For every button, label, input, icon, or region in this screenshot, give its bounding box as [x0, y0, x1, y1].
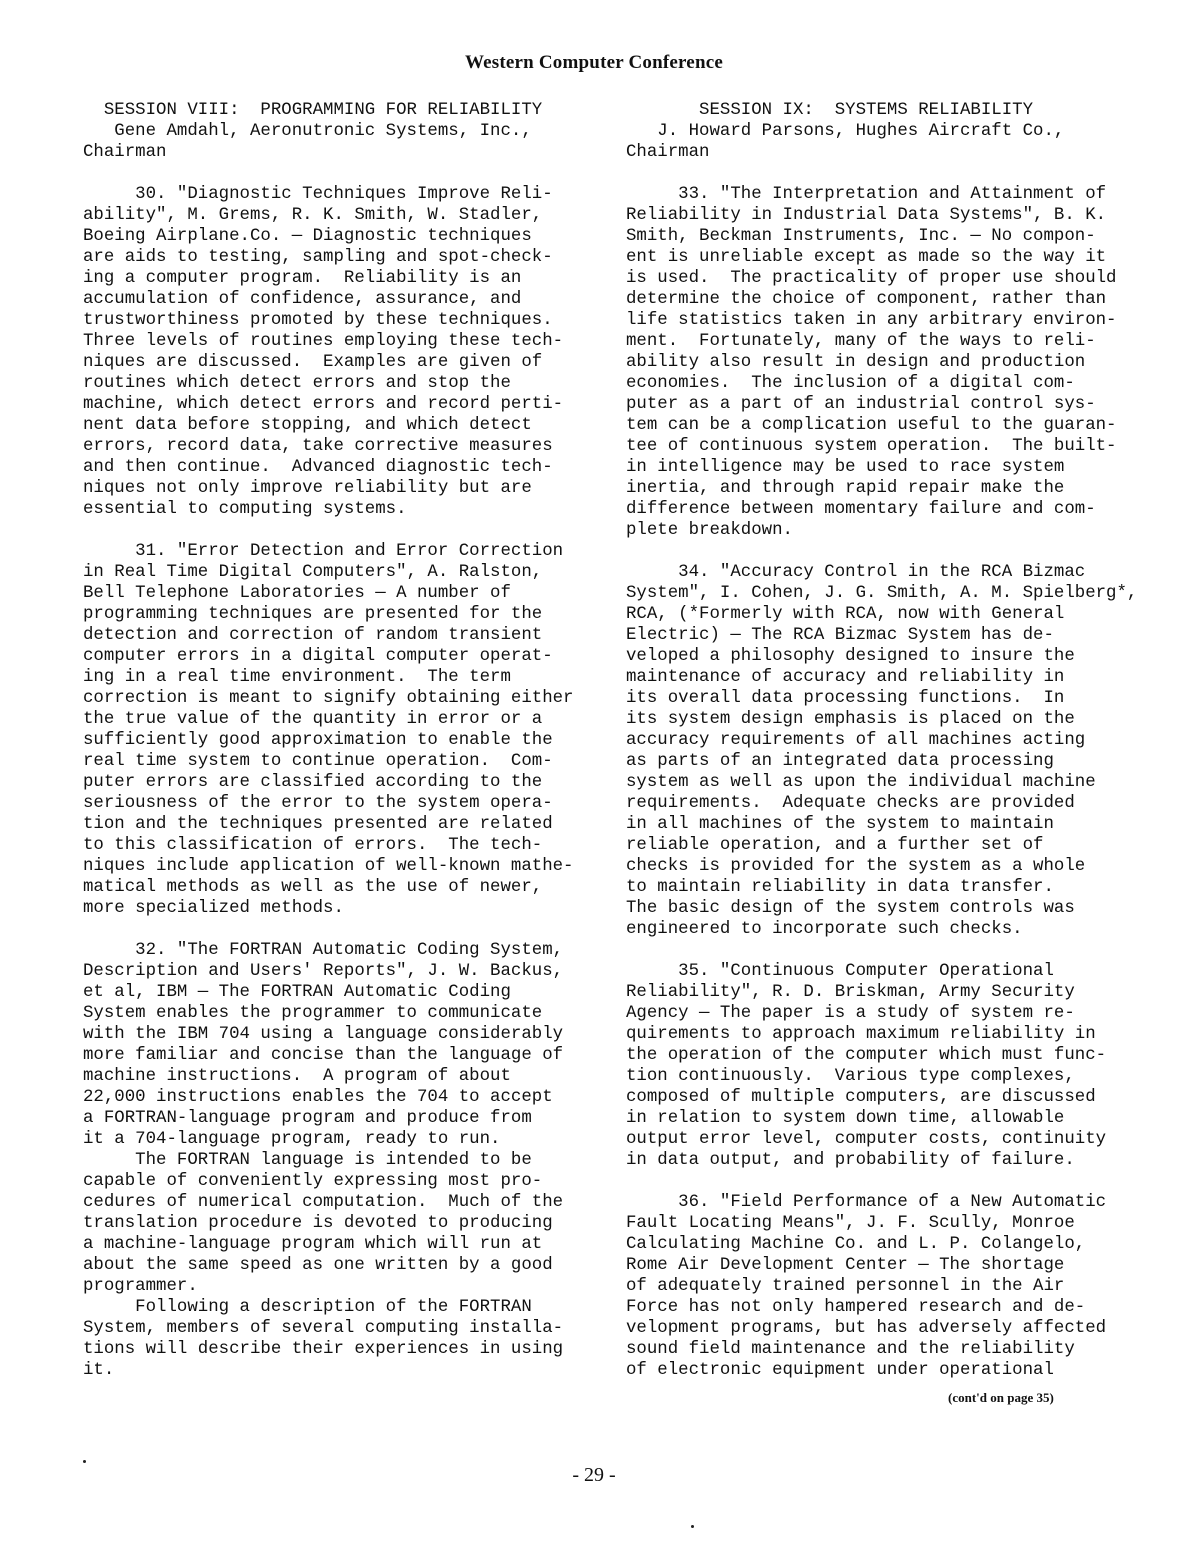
text-line: ing in a real time environment. The term	[83, 668, 511, 687]
text-line: Calculating Machine Co. and L. P. Colangelo,	[626, 1235, 1086, 1254]
text-line: The FORTRAN language is intended to be	[83, 1151, 532, 1170]
text-line: Description and Users' Reports", J. W. Backus,	[83, 962, 564, 981]
text-line: output error level, computer costs, continuity	[626, 1130, 1107, 1149]
text-line: about the same speed as one written by a good	[83, 1256, 553, 1275]
text-line: Following a description of the FORTRAN	[83, 1298, 532, 1317]
text-line: Boeing Airplane.Co. — Diagnostic techniques	[83, 227, 532, 246]
text-line: machine, which detect errors and record perti-	[83, 395, 564, 414]
text-line: ability", M. Grems, R. K. Smith, W. Stadler,	[83, 206, 543, 225]
text-line: life statistics taken in any arbitrary environ-	[626, 311, 1117, 330]
paragraph-gap	[83, 520, 588, 541]
text-line: ability also result in design and production	[626, 353, 1086, 372]
text-line: ment. Fortunately, many of the ways to reli-	[626, 332, 1096, 351]
text-line: sound field maintenance and the reliability	[626, 1340, 1075, 1359]
text-line: programmer.	[83, 1277, 198, 1296]
text-line: Force has not only hampered research and de-	[626, 1298, 1086, 1317]
text-line: to maintain reliability in data transfer.	[626, 878, 1054, 897]
text-line: to this classification of errors. The tech-	[83, 836, 543, 855]
scan-speck	[83, 1460, 86, 1463]
text-line: puter as a part of an industrial control sys-	[626, 395, 1096, 414]
text-line: translation procedure is devoted to producing	[83, 1214, 553, 1233]
text-line: tee of continuous system operation. The built-	[626, 437, 1117, 456]
text-line: Agency — The paper is a study of system re-	[626, 1004, 1075, 1023]
text-line: economies. The inclusion of a digital com-	[626, 374, 1075, 393]
page-header: Western Computer Conference	[465, 52, 723, 73]
text-line: Fault Locating Means", J. F. Scully, Monroe	[626, 1214, 1075, 1233]
text-line: trustworthiness promoted by these techniques.	[83, 311, 553, 330]
text-line: seriousness of the error to the system opera-	[83, 794, 553, 813]
text-line: veloped a philosophy designed to insure the	[626, 647, 1075, 666]
text-line: it.	[83, 1361, 115, 1380]
text-line: Bell Telephone Laboratories — A number of	[83, 584, 511, 603]
text-line: ing a computer program. Reliability is an	[83, 269, 522, 288]
text-line: 31. "Error Detection and Error Correction	[83, 542, 564, 561]
text-line: accumulation of confidence, assurance, and	[83, 290, 522, 309]
text-line: reliable operation, and a further set of	[626, 836, 1044, 855]
text-line: RCA, (*Formerly with RCA, now with General	[626, 605, 1065, 624]
text-line: with the IBM 704 using a language considerably	[83, 1025, 564, 1044]
text-line: Rome Air Development Center — The shortage	[626, 1256, 1065, 1275]
text-line: as parts of an integrated data processing	[626, 752, 1054, 771]
text-line: computer errors in a digital computer operat-	[83, 647, 553, 666]
text-line: matical methods as well as the use of newer,	[83, 878, 543, 897]
paragraph-gap	[626, 541, 1131, 562]
text-line: tions will describe their experiences in using	[83, 1340, 564, 1359]
text-line: is used. The practicality of proper use should	[626, 269, 1117, 288]
text-line: niques are discussed. Examples are given of	[83, 353, 543, 372]
text-line: et al, IBM — The FORTRAN Automatic Coding	[83, 983, 511, 1002]
text-line: Three levels of routines employing these tech-	[83, 332, 564, 351]
right-abstract	[626, 562, 1138, 940]
text-line: niques not only improve reliability but are	[83, 479, 532, 498]
text-line: System, members of several computing installa-	[83, 1319, 564, 1338]
text-line: inertia, and through rapid repair make the	[626, 479, 1065, 498]
text-line: in Real Time Digital Computers", A. Ralston,	[83, 563, 543, 582]
text-line: correction is meant to signify obtaining either	[83, 689, 574, 708]
text-line: its system design emphasis is placed on the	[626, 710, 1075, 729]
text-line: maintenance of accuracy and reliability in	[626, 668, 1065, 687]
left-session-heading	[83, 100, 588, 163]
left-abstract	[83, 541, 588, 919]
text-line: puter errors are classified according to the	[83, 773, 543, 792]
text-line: ent is unreliable except as made so the way it	[626, 248, 1107, 267]
text-line: sufficiently good approximation to enable the	[83, 731, 553, 750]
text-line: are aids to testing, sampling and spot-check-	[83, 248, 553, 267]
text-line: velopment programs, but has adversely affected	[626, 1319, 1107, 1338]
text-line: 35. "Continuous Computer Operational	[626, 962, 1054, 981]
text-line: the operation of the computer which must func-	[626, 1046, 1107, 1065]
text-line: essential to computing systems.	[83, 500, 407, 519]
text-line: nent data before stopping, and which detect	[83, 416, 532, 435]
text-line: in intelligence may be used to race system	[626, 458, 1065, 477]
text-line: Gene Amdahl, Aeronutronic Systems, Inc.,	[83, 122, 532, 141]
right-abstract	[626, 184, 1131, 541]
text-line: in relation to system down time, allowable	[626, 1109, 1065, 1128]
paragraph-gap	[626, 940, 1131, 961]
text-line: quirements to approach maximum reliability in	[626, 1025, 1096, 1044]
right-session-heading	[626, 100, 1131, 163]
text-line: niques include application of well-known mathe-	[83, 857, 574, 876]
text-line: system as well as upon the individual machine	[626, 773, 1096, 792]
text-line: it a 704-language program, ready to run.	[83, 1130, 501, 1149]
text-line: in data output, and probability of failure.	[626, 1151, 1075, 1170]
text-line: 30. "Diagnostic Techniques Improve Reli-	[83, 185, 553, 204]
text-line: Reliability", R. D. Briskman, Army Security	[626, 983, 1075, 1002]
text-line: and then continue. Advanced diagnostic tech-	[83, 458, 553, 477]
text-line: the true value of the quantity in error or a	[83, 710, 543, 729]
text-line: of electronic equipment under operational	[626, 1361, 1054, 1380]
text-line: cedures of numerical computation. Much of the	[83, 1193, 564, 1212]
text-line: capable of conveniently expressing most pro-	[83, 1172, 543, 1191]
continued-note: (cont'd on page 35)	[948, 1390, 1054, 1405]
text-line: more familiar and concise than the language of	[83, 1046, 564, 1065]
text-line: a machine-language program which will run at	[83, 1235, 543, 1254]
text-line: 34. "Accuracy Control in the RCA Bizmac	[626, 563, 1086, 582]
text-line: its overall data processing functions. In	[626, 689, 1065, 708]
text-line: The basic design of the system controls was	[626, 899, 1075, 918]
text-line: SESSION IX: SYSTEMS RELIABILITY	[626, 101, 1034, 120]
text-line: engineered to incorporate such checks.	[626, 920, 1023, 939]
text-line: programming techniques are presented for the	[83, 605, 543, 624]
text-line: difference between momentary failure and com-	[626, 500, 1096, 519]
right-abstract	[626, 1192, 1131, 1381]
text-line: checks is provided for the system as a whole	[626, 857, 1086, 876]
text-line: accuracy requirements of all machines acting	[626, 731, 1086, 750]
paragraph-gap	[83, 919, 588, 940]
text-line: Chairman	[626, 143, 710, 162]
left-abstract	[83, 184, 588, 520]
text-line: real time system to continue operation. Com-	[83, 752, 553, 771]
text-line: System enables the programmer to communicate	[83, 1004, 543, 1023]
text-line: 36. "Field Performance of a New Automatic	[626, 1193, 1107, 1212]
text-line: composed of multiple computers, are discussed	[626, 1088, 1096, 1107]
text-line: 32. "The FORTRAN Automatic Coding System,	[83, 941, 564, 960]
paragraph-gap	[626, 163, 1131, 184]
text-line: SESSION VIII: PROGRAMMING FOR RELIABILITY	[83, 101, 543, 120]
text-line: of adequately trained personnel in the Air	[626, 1277, 1065, 1296]
text-line: 33. "The Interpretation and Attainment of	[626, 185, 1107, 204]
text-line: Electric) — The RCA Bizmac System has de-	[626, 626, 1054, 645]
scan-speck	[691, 1525, 694, 1528]
text-line: 22,000 instructions enables the 704 to accept	[83, 1088, 553, 1107]
paragraph-gap	[626, 1171, 1131, 1192]
text-line: a FORTRAN-language program and produce from	[83, 1109, 532, 1128]
text-line: requirements. Adequate checks are provided	[626, 794, 1075, 813]
text-line: J. Howard Parsons, Hughes Aircraft Co.,	[626, 122, 1065, 141]
text-line: tion continuously. Various type complexes,	[626, 1067, 1075, 1086]
left-abstract	[83, 940, 588, 1381]
text-line: in all machines of the system to maintain	[626, 815, 1054, 834]
text-line: tem can be a complication useful to the guaran-	[626, 416, 1117, 435]
text-line: machine instructions. A program of about	[83, 1067, 511, 1086]
paragraph-gap	[83, 163, 588, 184]
text-line: errors, record data, take corrective measures	[83, 437, 553, 456]
right-column	[626, 100, 1138, 1381]
text-line: Reliability in Industrial Data Systems", B. K.	[626, 206, 1107, 225]
text-line: System", I. Cohen, J. G. Smith, A. M. Spielberg*,	[626, 584, 1138, 603]
text-line: Smith, Beckman Instruments, Inc. — No compon-	[626, 227, 1096, 246]
text-line: plete breakdown.	[626, 521, 793, 540]
left-column	[83, 100, 588, 1381]
page-number: - 29 -	[572, 1464, 616, 1486]
right-abstract	[626, 961, 1131, 1171]
text-line: determine the choice of component, rather than	[626, 290, 1107, 309]
text-line: Chairman	[83, 143, 167, 162]
text-line: more specialized methods.	[83, 899, 344, 918]
text-line: detection and correction of random transient	[83, 626, 543, 645]
text-line: routines which detect errors and stop the	[83, 374, 511, 393]
text-line: tion and the techniques presented are related	[83, 815, 553, 834]
